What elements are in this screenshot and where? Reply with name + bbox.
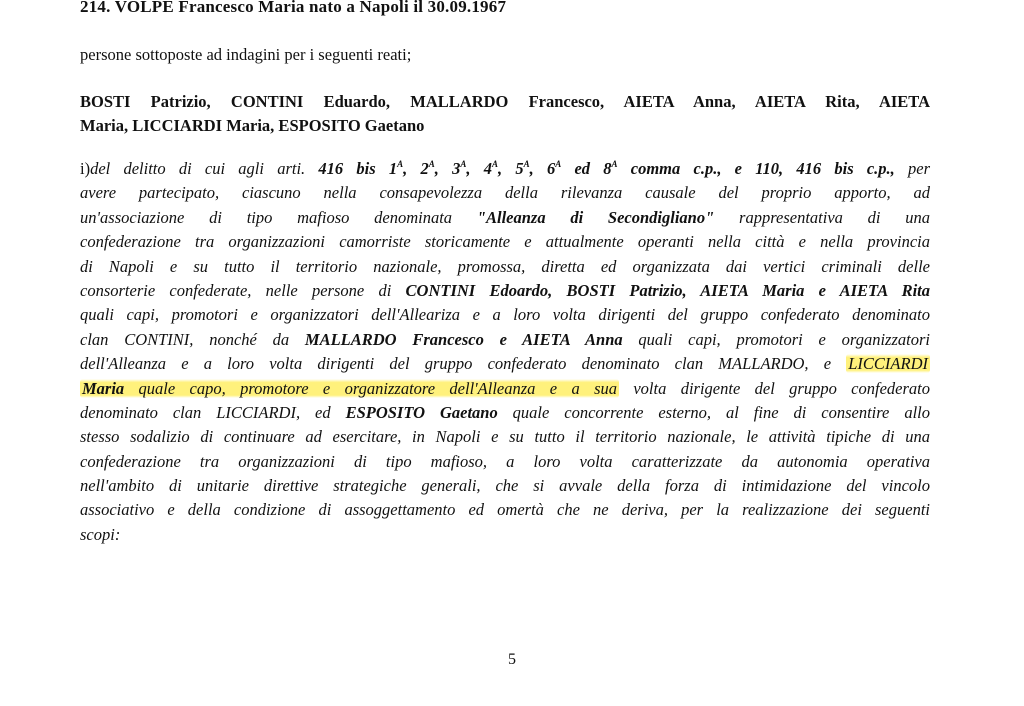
text-run: quali capi, promotori e organizzatori	[622, 329, 930, 349]
law-reference	[318, 159, 894, 178]
paragraph-line: avere partecipato, ciascuno nella consapevolezza della rilevanza causale del proprio apporto, ad	[80, 183, 930, 203]
text-run: , 6	[529, 159, 556, 178]
bold-names: Maria	[82, 378, 125, 398]
text-run: volta dirigente del gruppo confederato	[619, 378, 930, 398]
paragraph-line: di Napoli e su tutto il territorio nazionale, promossa, diretta ed organizzata dai vertici criminali delle	[80, 256, 930, 276]
text-run: denominato clan LICCIARDI, ed	[80, 402, 346, 422]
item-marker: i)	[80, 159, 91, 178]
superscript: A	[460, 159, 467, 169]
superscript: A	[555, 159, 562, 169]
paragraph-line	[80, 157, 930, 181]
bold-names: ESPOSITO Gaetano	[345, 402, 498, 422]
document-heading: 214. VOLPE Francesco Maria nato a Napoli il 30.09.1967	[80, 0, 507, 16]
text-run: per	[894, 159, 931, 178]
text-run: del delitto di cui agli arti.	[90, 159, 319, 178]
paragraph-line	[80, 279, 930, 303]
text-run: clan CONTINI, nonché da	[80, 329, 305, 349]
intro-text: persone sottoposte ad indagini per i seguenti reati;	[80, 45, 412, 64]
bold-names: MALLARDO Francesco e AIETA Anna	[304, 329, 623, 349]
paragraph-line	[80, 328, 930, 352]
text-run: quale capo, promotore e organizzatore dell'Alleanza e a sua	[124, 378, 617, 398]
paragraph-line	[80, 401, 930, 425]
superscript: A	[428, 159, 435, 169]
text-run: comma c.p., e 110, 416 bis c.p.,	[617, 159, 895, 178]
text-run: rappresentativa di una	[714, 207, 930, 227]
bold-names: CONTINI Edoardo, BOSTI Patrizio, AIETA Maria e AIETA Rita	[405, 280, 930, 300]
text-run: , 4	[466, 159, 492, 178]
text-run: un'associazione di tipo mafioso denominata	[80, 207, 477, 227]
text-run: ed 8	[561, 159, 612, 178]
paragraph-line: scopi:	[80, 524, 121, 544]
paragraph-line: confederazione tra organizzazioni di tipo mafioso, a loro volta caratterizzate da autonomia operativa	[80, 451, 930, 471]
paragraph-line: nell'ambito di unitarie direttive strategiche generali, che si avvale della forza di intimidazione del vincolo	[80, 476, 930, 496]
superscript: A	[611, 159, 618, 169]
paragraph-line: confederazione tra organizzazioni camorriste storicamente e attualmente operanti nella città e nella provincia	[80, 232, 930, 252]
text-run: , 3	[434, 159, 461, 178]
paragraph-line: quali capi, promotori e organizzatori dell'Alleariza e a loro volta dirigenti del gruppo confederato denominato	[80, 305, 930, 325]
superscript: A	[523, 159, 530, 169]
text-run: consorterie confederate, nelle persone di	[80, 280, 406, 300]
paragraph-line: stesso sodalizio di continuare ad esercitare, in Napoli e su tutto il territorio nazionale, le attività tipiche di una	[80, 427, 930, 447]
charge-paragraph	[80, 157, 930, 547]
highlighted-text	[80, 379, 619, 398]
paragraph-line	[80, 206, 930, 230]
paragraph-line: associativo e della condizione di assoggettamento ed omertà che ne deriva, per la realizzazione dei seguenti	[80, 500, 930, 520]
page-number: 5	[508, 651, 516, 668]
text-run: dell'Alleanza e a loro volta dirigenti del gruppo confederato denominato clan MALLARDO, e	[80, 354, 847, 374]
text-run: , 2	[403, 159, 429, 178]
suspects-list	[80, 90, 930, 139]
superscript: A	[397, 159, 404, 169]
text-run: 416 bis 1	[318, 159, 398, 178]
association-name: "Alleanza di Secondigliano"	[476, 207, 715, 227]
text-run: , 5	[498, 159, 524, 178]
text-run: quale concorrente esterno, al fine di consentire allo	[497, 402, 930, 422]
superscript: A	[491, 159, 498, 169]
suspects-line: BOSTI Patrizio, CONTINI Eduardo, MALLARDO Francesco, AIETA Anna, AIETA Rita, AIETA	[80, 92, 930, 111]
paragraph-line	[80, 352, 930, 376]
suspects-line: Maria, LICCIARDI Maria, ESPOSITO Gaetano	[80, 116, 425, 136]
paragraph-line	[80, 377, 930, 401]
highlighted-text: LICCIARDI	[848, 354, 928, 374]
